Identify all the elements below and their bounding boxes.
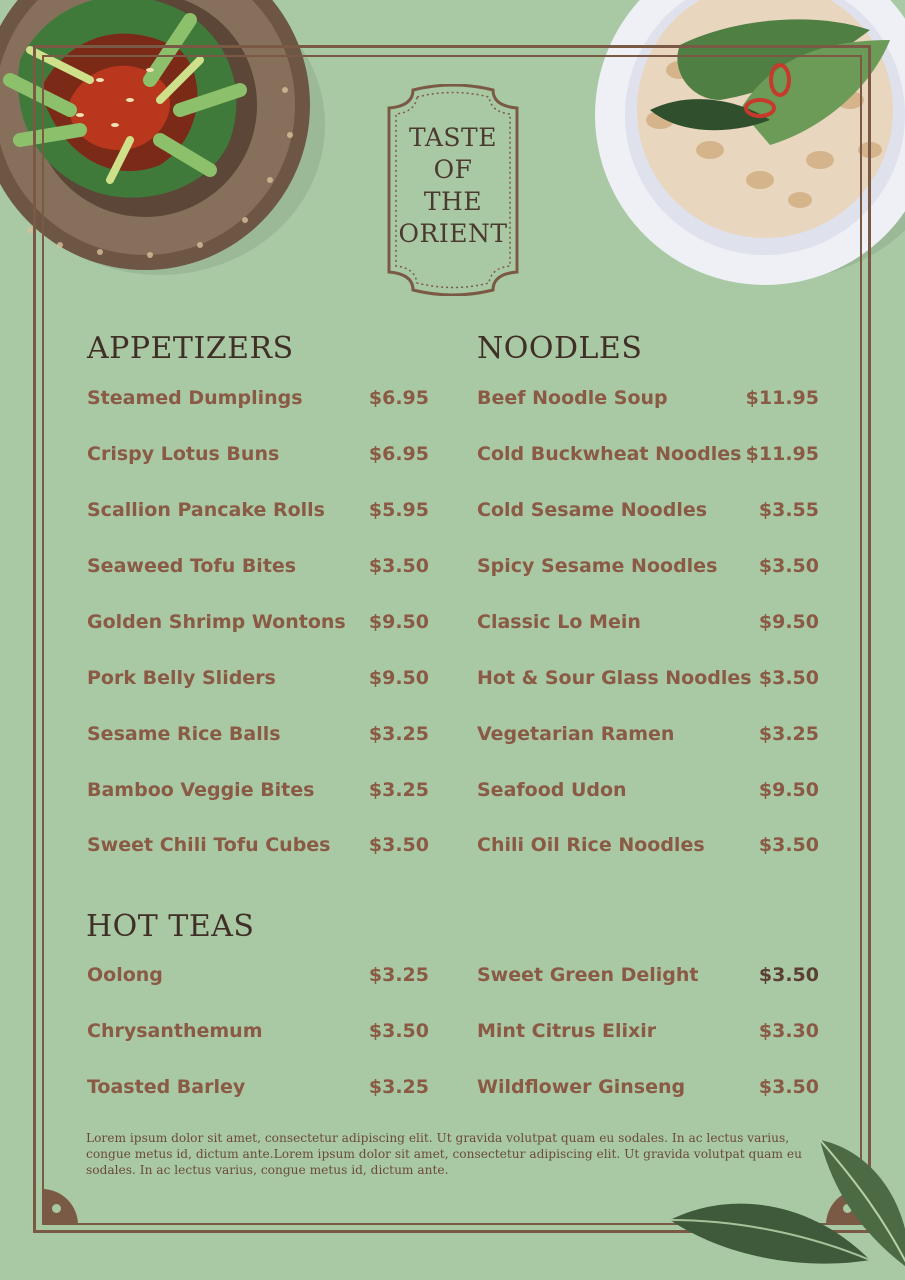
leaves-illustration xyxy=(660,1120,905,1280)
menu-item: Steamed Dumplings $6.95 xyxy=(87,387,429,409)
menu-item: Classic Lo Mein $9.50 xyxy=(477,611,819,633)
menu-item: Wildflower Ginseng $3.50 xyxy=(477,1076,819,1098)
noodles-heading: NOODLES xyxy=(477,331,643,366)
menu-item: Chili Oil Rice Noodles $3.50 xyxy=(477,834,819,856)
menu-item: Beef Noodle Soup $11.95 xyxy=(477,387,819,409)
menu-item: Mint Citrus Elixir $3.30 xyxy=(477,1020,819,1042)
menu-item: Crispy Lotus Buns $6.95 xyxy=(87,443,429,465)
menu-item: Scallion Pancake Rolls $5.95 xyxy=(87,499,429,521)
menu-item: Bamboo Veggie Bites $3.25 xyxy=(87,779,429,801)
menu-item: Sesame Rice Balls $3.25 xyxy=(87,723,429,745)
menu-item: Seafood Udon $9.50 xyxy=(477,779,819,801)
menu-item: Cold Sesame Noodles $3.55 xyxy=(477,499,819,521)
appetizers-heading: APPETIZERS xyxy=(87,331,294,366)
menu-item: Oolong $3.25 xyxy=(87,964,429,986)
restaurant-name: TASTE OF THE ORIENT xyxy=(398,123,508,248)
menu-item: Spicy Sesame Noodles $3.50 xyxy=(477,555,819,577)
menu-item: Toasted Barley $3.25 xyxy=(87,1076,429,1098)
menu-item: Chrysanthemum $3.50 xyxy=(87,1020,429,1042)
menu-item: Vegetarian Ramen $3.25 xyxy=(477,723,819,745)
menu-item: Cold Buckwheat Noodles $11.95 xyxy=(477,443,819,465)
menu-item: Sweet Green Delight $3.50 xyxy=(477,964,819,986)
menu-item: Seaweed Tofu Bites $3.50 xyxy=(87,555,429,577)
menu-item: Pork Belly Sliders $9.50 xyxy=(87,667,429,689)
title-badge xyxy=(383,84,523,296)
menu-item: Golden Shrimp Wontons $9.50 xyxy=(87,611,429,633)
menu-item: Sweet Chili Tofu Cubes $3.50 xyxy=(87,834,429,856)
footer-description: Lorem ipsum dolor sit amet, consectetur adipiscing elit. Ut gravida volutpat quam eu sodales. In ac lectus varius, congue metus id, dictum ante.Lorem ipsum dolor sit amet, consectetur adipiscing elit. Ut gravida volutpat quam eu sodales. In ac lectus varius, congue metus id, dictum ante. xyxy=(86,1131,802,1177)
hot-teas-heading: HOT TEAS xyxy=(86,909,255,944)
menu-item: Hot & Sour Glass Noodles $3.50 xyxy=(477,667,819,689)
